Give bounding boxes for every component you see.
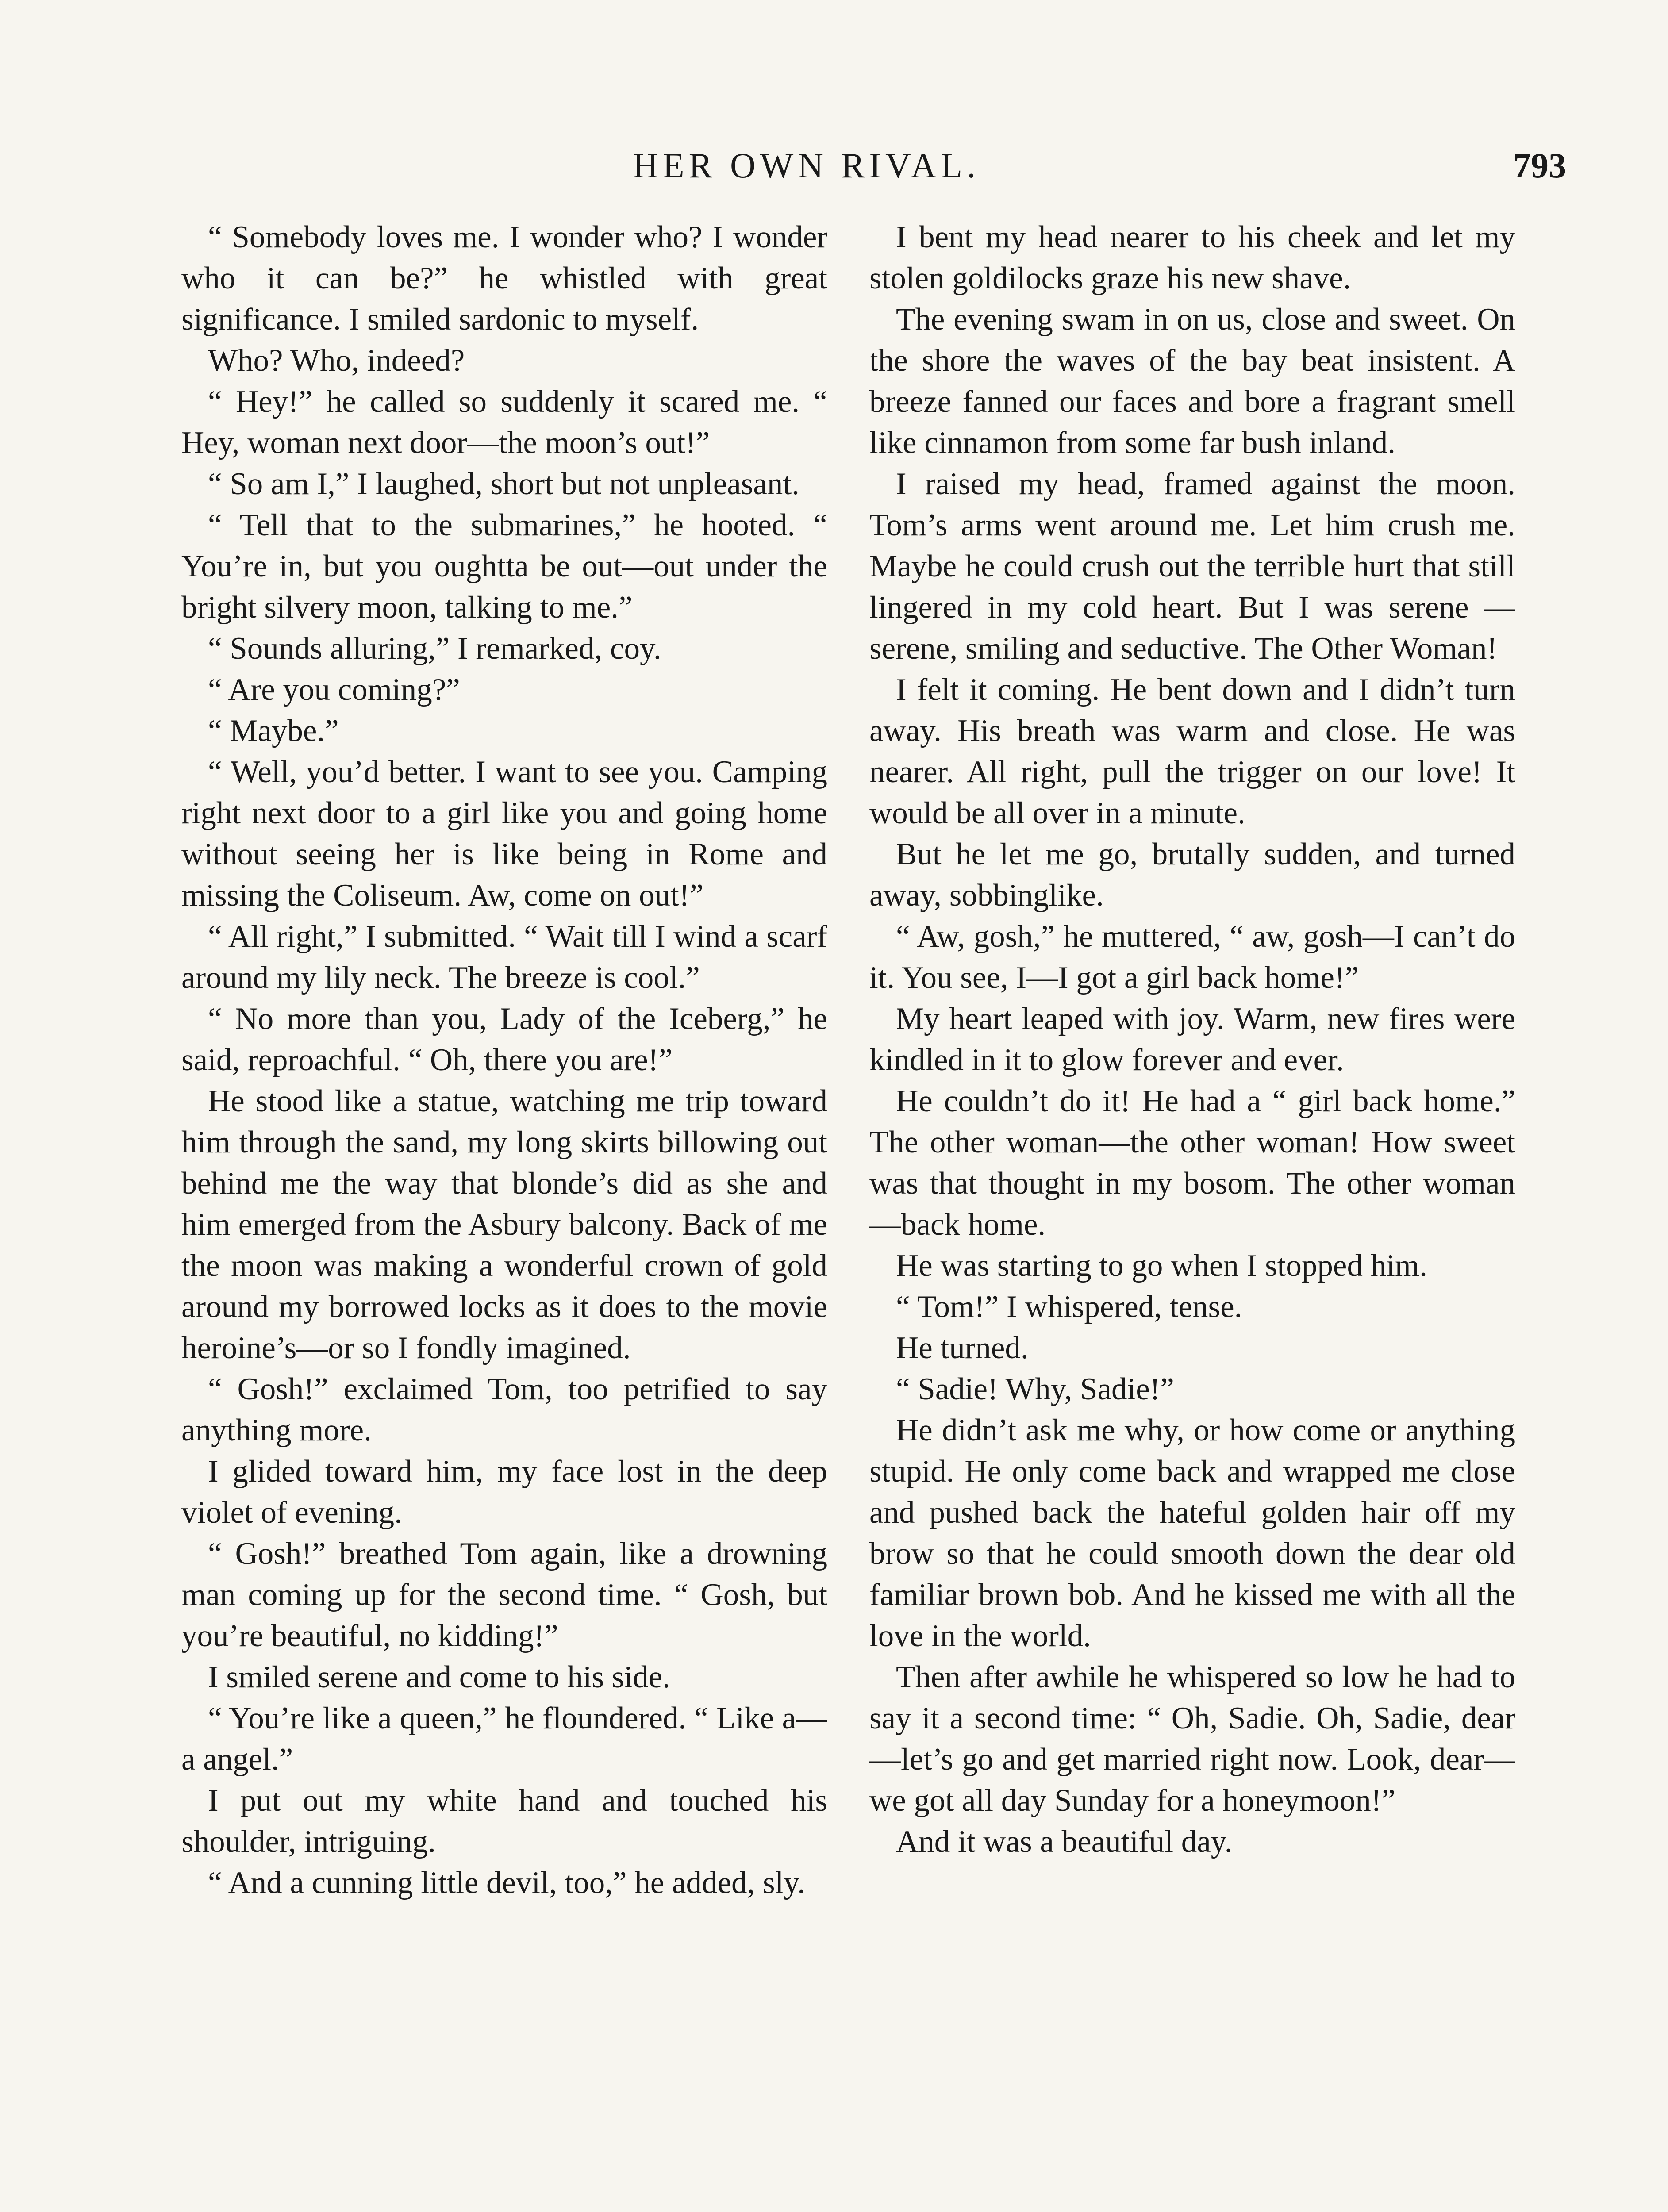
paragraph: He was starting to go when I stopped him. [896, 1248, 1427, 1283]
running-title: HER OWN RIVAL. [633, 146, 980, 185]
paragraph: “ You’re like a queen,” he floundered. “ Like a—a angel.” [181, 1701, 827, 1777]
paragraph: “ And a cunning little devil, too,” he added, sly. [208, 1866, 806, 1900]
paragraph: I raised my head, framed against the moon. Tom’s arms went around me. Let him crush me. Maybe he could crush out the terrible hurt that still lingered in my cold heart. But I was serene — serene, smiling and seductive. The Other Woman! [869, 467, 1515, 666]
paragraph: I bent my head nearer to his cheek and let my stolen goldilocks graze his new shave. [869, 220, 1515, 296]
paragraph: My heart leaped with joy. Warm, new fires were kindled in it to glow forever and ever. [869, 1002, 1515, 1077]
paragraph: “ Somebody loves me. I wonder who? I wonder who it can be?” he whistled with great significance. I smiled sardonic to myself. [181, 220, 827, 337]
paragraph: “ So am I,” I laughed, short but not unpleasant. [208, 467, 799, 501]
paragraph: “ All right,” I submitted. “ Wait till I wind a scarf around my lily neck. The breeze is cool.” [181, 919, 827, 995]
right-text-column [869, 217, 1515, 2212]
paragraph: “ Well, you’d better. I want to see you. Camping right next door to a girl like you and going home without seeing her is like being in Rome and missing the Coliseum. Aw, come on out!” [181, 755, 827, 913]
paragraph: He didn’t ask me why, or how come or anything stupid. He only come back and wrapped me close and pushed back the hateful golden hair off my brow so that he could smooth down the dear old familiar brown bob. And he kissed me with all the love in the world. [869, 1413, 1515, 1653]
paragraph: I smiled serene and come to his side. [208, 1660, 670, 1694]
running-head [0, 142, 1668, 190]
paragraph: I glided toward him, my face lost in the deep violet of evening. [181, 1454, 827, 1530]
paragraph: Who? Who, indeed? [208, 343, 465, 378]
paragraph: And it was a beautiful day. [896, 1824, 1233, 1859]
paragraph: “ No more than you, Lady of the Iceberg,” he said, reproachful. “ Oh, there you are!” [181, 1002, 827, 1077]
paragraph: “ Aw, gosh,” he muttered, “ aw, gosh—I can’t do it. You see, I—I got a girl back home!” [869, 919, 1515, 995]
paragraph: “ Gosh!” breathed Tom again, like a drowning man coming up for the second time. “ Gosh, but you’re beautiful, no kidding!” [181, 1536, 827, 1653]
paragraph: He turned. [896, 1331, 1029, 1365]
paragraph: “ Sadie! Why, Sadie!” [896, 1372, 1174, 1406]
paragraph: He stood like a statue, watching me trip toward him through the sand, my long skirts billowing out behind me the way that blonde’s did as she and him emerged from the Asbury balcony. Back of me the moon was making a wonderful crown of gold around my borrowed locks as it does to the movie heroine’s—or so I fondly imagined. [181, 1084, 827, 1365]
paragraph: I felt it coming. He bent down and I didn’t turn away. His breath was warm and close. He was nearer. All right, pull the trigger on our love! It would be all over in a minute. [869, 672, 1515, 830]
left-text-column [181, 217, 827, 2212]
paragraph: He couldn’t do it! He had a “ girl back home.” The other woman—the other woman! How sweet was that thought in my bosom. The other woman—back home. [869, 1084, 1515, 1242]
paragraph: “ Tell that to the submarines,” he hooted. “ You’re in, but you oughtta be out—out under the bright silvery moon, talking to me.” [181, 508, 827, 625]
paragraph: Then after awhile he whispered so low he had to say it a second time: “ Oh, Sadie. Oh, Sadie, dear—let’s go and get married right now. Look, dear—we got all day Sunday for a honeymoon!” [869, 1660, 1515, 1818]
paragraph: But he let me go, brutally sudden, and turned away, sobbinglike. [869, 837, 1515, 913]
paragraph: I put out my white hand and touched his shoulder, intriguing. [181, 1783, 827, 1859]
paragraph: “ Hey!” he called so suddenly it scared me. “ Hey, woman next door—the moon’s out!” [181, 384, 827, 460]
paragraph: “ Maybe.” [208, 714, 339, 748]
page-number: 793 [1513, 146, 1566, 185]
paragraph: The evening swam in on us, close and sweet. On the shore the waves of the bay beat insistent. A breeze fanned our faces and bore a fragrant smell like cinnamon from some far bush inland. [869, 302, 1515, 460]
paragraph: “ Sounds alluring,” I remarked, coy. [208, 631, 661, 666]
paragraph: “ Are you coming?” [208, 672, 460, 707]
paragraph: “ Tom!” I whispered, tense. [896, 1290, 1242, 1324]
paragraph: “ Gosh!” exclaimed Tom, too petrified to say anything more. [181, 1372, 827, 1448]
